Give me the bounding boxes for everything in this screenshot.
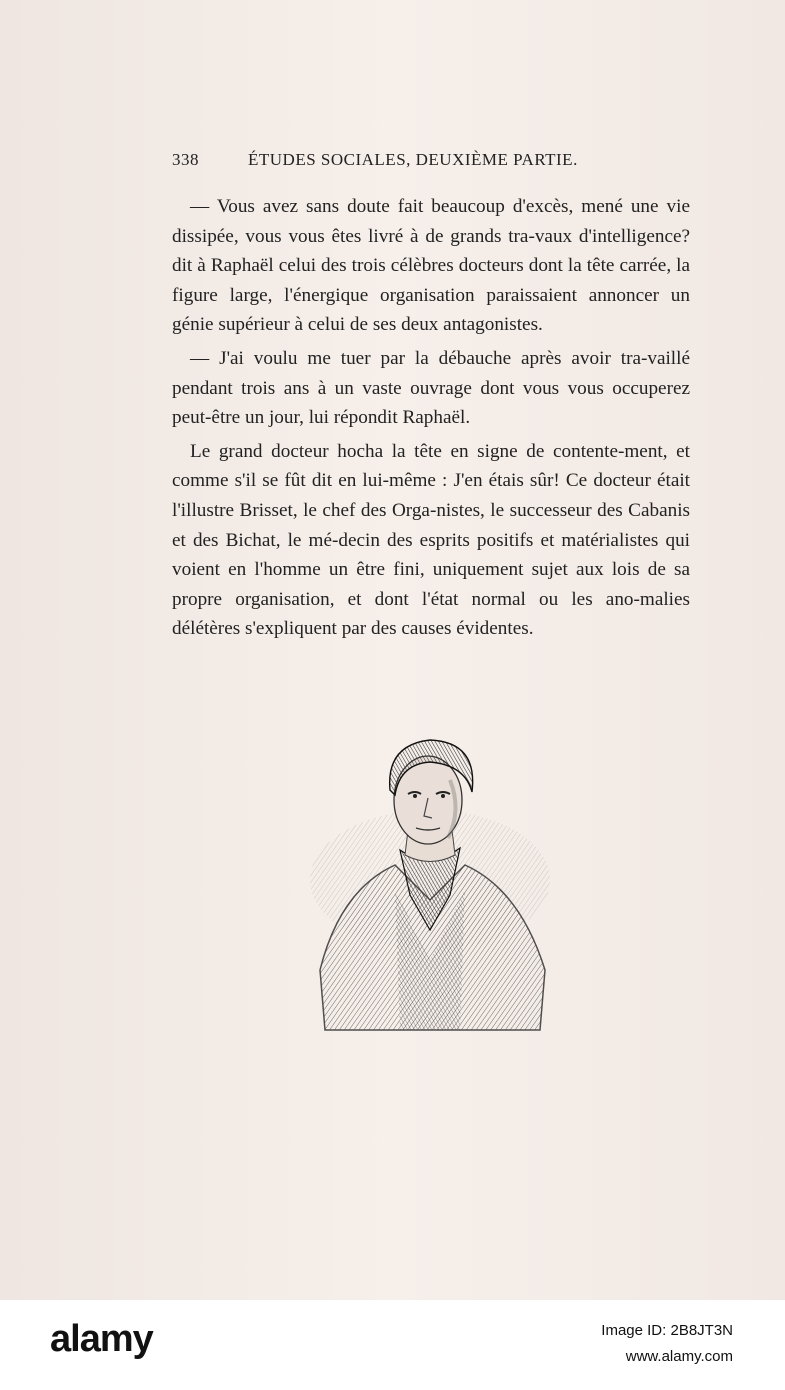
page-header bbox=[172, 150, 692, 174]
site-url[interactable]: www.alamy.com bbox=[625, 1348, 733, 1365]
stock-logo[interactable]: alamy bbox=[50, 1318, 153, 1360]
paragraph-2: — J'ai voulu me tuer par la débauche après avoir tra-vaillé pendant trois ans à un vaste ouvrage dont vous vous occuperez peut-être un jour, lui répondit Raphaël. bbox=[172, 347, 690, 429]
engraved-portrait bbox=[300, 730, 560, 1040]
watermark-footer bbox=[0, 1300, 785, 1390]
paragraph-3: Le grand docteur hocha la tête en signe de contente-ment, et comme s'il se fût dit en lui-même : J'en étais sûr! Ce docteur était l'illustre Brisset, le chef des Orga-nistes, le successeur des Cabanis et des Bichat, le mé-decin des esprits positifs et matérialistes qui voient en l'homme un être fini, uniquement sujet aux lois de sa propre organisation, et dont l'état normal ou les ano-malies délétères s'expliquent par des causes évidentes. bbox=[172, 440, 690, 640]
page-number: 338 bbox=[172, 150, 199, 169]
body-text bbox=[172, 192, 690, 648]
running-head: ÉTUDES SOCIALES, DEUXIÈME PARTIE. bbox=[248, 150, 578, 169]
paragraph-1: — Vous avez sans doute fait beaucoup d'excès, mené une vie dissipée, vous vous êtes livré à de grands tra-vaux d'intelligence? dit à Raphaël celui des trois célèbres docteurs dont la tête carrée, la figure large, l'énergique organisation paraissaient annoncer un génie supérieur à celui de ses deux antagonistes. bbox=[172, 196, 690, 336]
image-id-label: Image ID: 2B8JT3N bbox=[601, 1322, 733, 1339]
